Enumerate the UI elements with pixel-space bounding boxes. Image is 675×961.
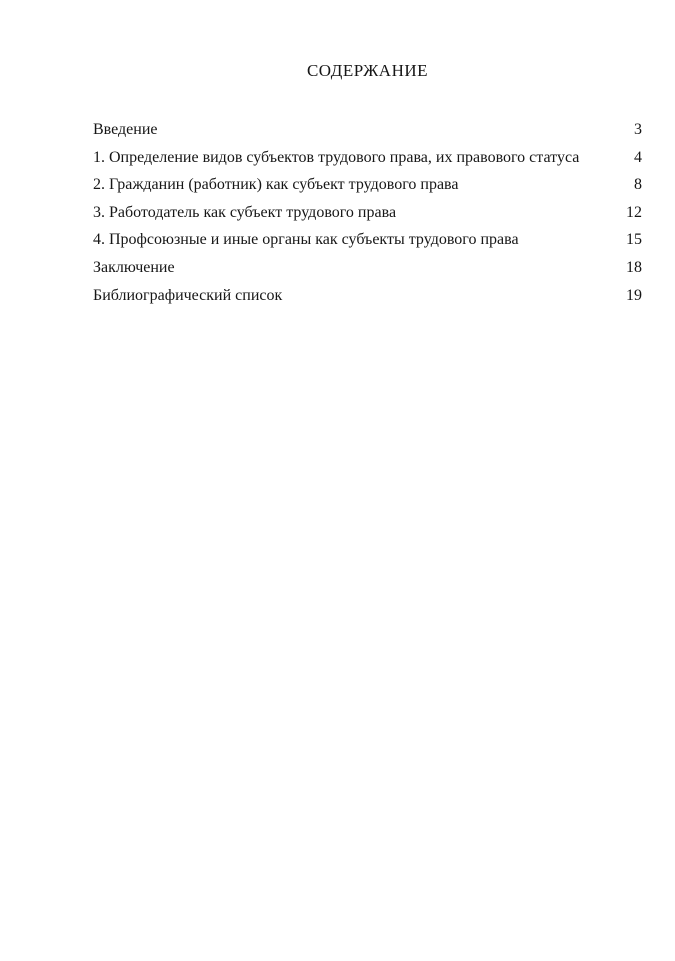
- toc-entry-page-number: 4: [634, 148, 642, 166]
- toc-row: [93, 254, 642, 282]
- toc-entry-label: 4. Профсоюзные и иные органы как субъекты трудового права: [93, 231, 519, 249]
- toc-list: [93, 116, 642, 309]
- toc-entry-page-number: 18: [626, 258, 642, 276]
- toc-entry-label: 1. Определение видов субъектов трудового права, их правового статуса: [93, 148, 580, 166]
- toc-row: [93, 171, 642, 199]
- toc-entry-label: 3. Работодатель как субъект трудового права: [93, 203, 397, 221]
- page-title: СОДЕРЖАНИЕ: [306, 61, 429, 80]
- toc-entry-label: Библиографический список: [93, 286, 283, 304]
- toc-row: [93, 199, 642, 227]
- toc-entry-label: Заключение: [93, 258, 175, 276]
- toc-row: [93, 226, 642, 254]
- toc-entry-page-number: 8: [634, 176, 642, 194]
- toc-entry-page-number: 15: [626, 231, 642, 249]
- toc-row: [93, 282, 642, 310]
- toc-row: [93, 116, 642, 144]
- toc-row: [93, 144, 642, 172]
- toc-entry-page-number: 19: [626, 286, 642, 304]
- toc-entry-label: 2. Гражданин (работник) как субъект трудового права: [93, 176, 459, 194]
- toc-entry-page-number: 12: [626, 203, 642, 221]
- toc-entry-label: Введение: [93, 121, 158, 138]
- toc-entry-page-number: 3: [634, 121, 642, 138]
